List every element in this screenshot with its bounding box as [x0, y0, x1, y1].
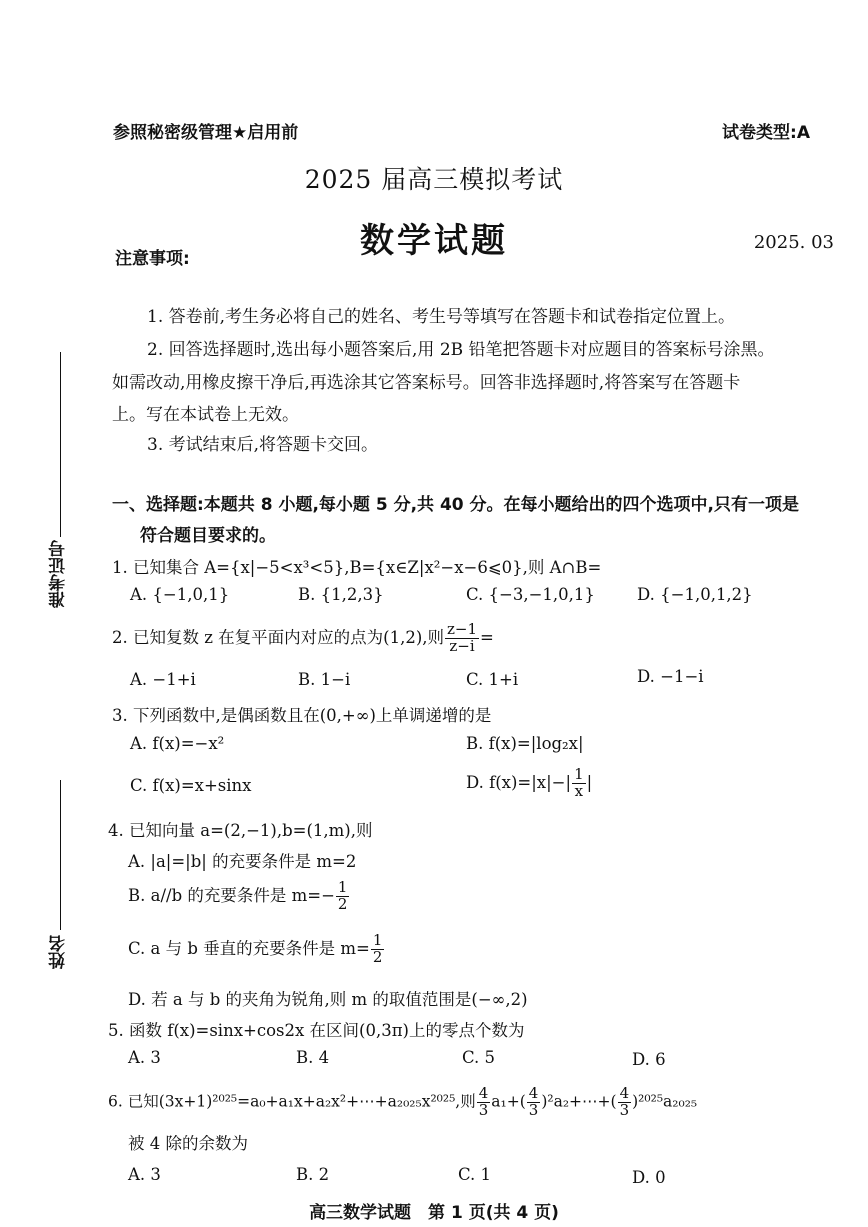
- q2-option-a: A. −1+i: [130, 670, 196, 689]
- exam-number-line: [60, 352, 61, 537]
- q6-option-a: A. 3: [128, 1165, 161, 1184]
- q2-frac-num: z−1: [447, 620, 478, 638]
- q1-option-d: D. {−1,0,1,2}: [637, 585, 753, 604]
- q3-d-den: x: [574, 781, 584, 800]
- q3-option-a: A. f(x)=−x²: [130, 734, 225, 753]
- q6-f2-num: 4: [528, 1084, 539, 1102]
- q3-d-num: 1: [574, 765, 584, 783]
- q3-d-pre: D. f(x)=|x|−|: [466, 772, 572, 792]
- q4-c-den: 2: [372, 947, 383, 966]
- q3-option-b: B. f(x)=|log₂x|: [466, 734, 584, 753]
- notice-item-2-line-2: 如需改动,用橡皮擦干净后,再选涂其它答案标号。回答非选择题时,将答案写在答题卡: [112, 373, 741, 393]
- q6-fraction-2: [527, 1086, 541, 1119]
- secret-label: 参照秘密级管理★启用前: [113, 123, 299, 143]
- q2-stem-tail: =: [480, 627, 494, 647]
- q6-f2-den: 3: [528, 1100, 539, 1119]
- q1-option-b: B. {1,2,3}: [298, 585, 384, 604]
- q3-option-d: [466, 767, 592, 800]
- q2-option-b: B. 1−i: [298, 670, 351, 689]
- q4-b-fraction: [336, 880, 350, 913]
- exam-date: 2025. 03: [753, 232, 834, 253]
- q5-option-d: D. 6: [632, 1050, 666, 1069]
- q6-fraction-1: [477, 1086, 491, 1119]
- q6-f3-den: 3: [619, 1100, 630, 1119]
- exam-title: 2025 届高三模拟考试: [304, 165, 564, 194]
- q5-option-a: A. 3: [128, 1048, 161, 1067]
- q6-f1-den: 3: [478, 1100, 489, 1119]
- q2-stem: [112, 622, 494, 655]
- notice-item-3: 3. 考试结束后,将答题卡交回。: [147, 435, 379, 455]
- q6-line-2: 被 4 除的余数为: [128, 1134, 248, 1153]
- q6-f3-num: 4: [619, 1084, 630, 1102]
- q6-option-d: D. 0: [632, 1168, 666, 1187]
- q4-option-d: D. 若 a 与 b 的夹角为锐角,则 m 的取值范围是(−∞,2): [128, 990, 528, 1009]
- section-1-line-2: 符合题目要求的。: [140, 526, 276, 546]
- q5-stem: 5. 函数 f(x)=sinx+cos2x 在区间(0,3π)上的零点个数为: [108, 1021, 525, 1040]
- q5-option-c: C. 5: [462, 1048, 496, 1067]
- q4-stem: 4. 已知向量 a=(2,−1),b=(1,m),则: [108, 821, 373, 840]
- q6-mid-2: )²a₂+⋯+(: [541, 1092, 617, 1111]
- notice-item-2-line-3: 上。写在本试卷上无效。: [112, 405, 299, 425]
- q5-option-b: B. 4: [296, 1048, 330, 1067]
- notice-item-2-line-1: 2. 回答选择题时,选出每小题答案后,用 2B 铅笔把答题卡对应题目的答案标号涂黑。: [147, 340, 775, 360]
- q2-fraction: [445, 622, 479, 655]
- q6-f1-num: 4: [478, 1084, 489, 1102]
- q3-d-post: |: [586, 772, 593, 792]
- q6-option-c: C. 1: [458, 1165, 492, 1184]
- q4-c-num: 1: [372, 931, 383, 949]
- q2-stem-text: 2. 已知复数 z 在复平面内对应的点为(1,2),则: [112, 627, 445, 647]
- q6-stem: [108, 1086, 697, 1119]
- q3-d-fraction: [572, 767, 586, 800]
- page-footer: 高三数学试题 第 1 页(共 4 页): [309, 1203, 559, 1223]
- q4-b-num: 1: [337, 878, 348, 896]
- q2-frac-den: z−i: [449, 636, 475, 655]
- q2-option-d: D. −1−i: [637, 667, 704, 686]
- q6-option-b: B. 2: [296, 1165, 330, 1184]
- q4-c-fraction: [371, 933, 385, 966]
- q4-b-den: 2: [337, 894, 348, 913]
- section-1-line-1: 一、选择题:本题共 8 小题,每小题 5 分,共 40 分。在每小题给出的四个选项中,只有一项是: [112, 495, 799, 515]
- name-line: [60, 780, 61, 930]
- paper-type: 试卷类型:A: [722, 123, 810, 143]
- q4-b-pre: B. a//b 的充要条件是 m=−: [128, 885, 335, 905]
- q4-option-b: [128, 880, 350, 913]
- q3-option-c: C. f(x)=x+sinx: [130, 776, 252, 795]
- notice-heading: 注意事项:: [115, 249, 190, 269]
- q4-option-a: A. |a|=|b| 的充要条件是 m=2: [128, 852, 357, 871]
- exam-number-label: 准考证号: [49, 540, 69, 608]
- q1-option-c: C. {−3,−1,0,1}: [466, 585, 595, 604]
- q6-mid-3: )²⁰²⁵a₂₀₂₅: [632, 1092, 698, 1111]
- q2-option-c: C. 1+i: [466, 670, 519, 689]
- subject-title: 数学试题: [360, 221, 508, 261]
- q1-stem: 1. 已知集合 A={x|−5<x³<5},B={x∈Z|x²−x−6⩽0},则 A∩B=: [112, 558, 602, 577]
- q1-option-a: A. {−1,0,1}: [130, 585, 230, 604]
- notice-item-1: 1. 答卷前,考生务必将自己的姓名、考生号等填写在答题卡和试卷指定位置上。: [147, 307, 736, 327]
- q6-mid-1: a₁+(: [491, 1092, 526, 1111]
- q4-option-c: [128, 933, 385, 966]
- q6-stem-pre: 6. 已知(3x+1)²⁰²⁵=a₀+a₁x+a₂x²+⋯+a₂₀₂₅x²⁰²⁵,则: [108, 1092, 476, 1111]
- q3-stem: 3. 下列函数中,是偶函数且在(0,+∞)上单调递增的是: [112, 706, 492, 725]
- name-label: 姓名: [49, 935, 69, 969]
- q4-c-pre: C. a 与 b 垂直的充要条件是 m=: [128, 938, 370, 958]
- q6-fraction-3: [618, 1086, 632, 1119]
